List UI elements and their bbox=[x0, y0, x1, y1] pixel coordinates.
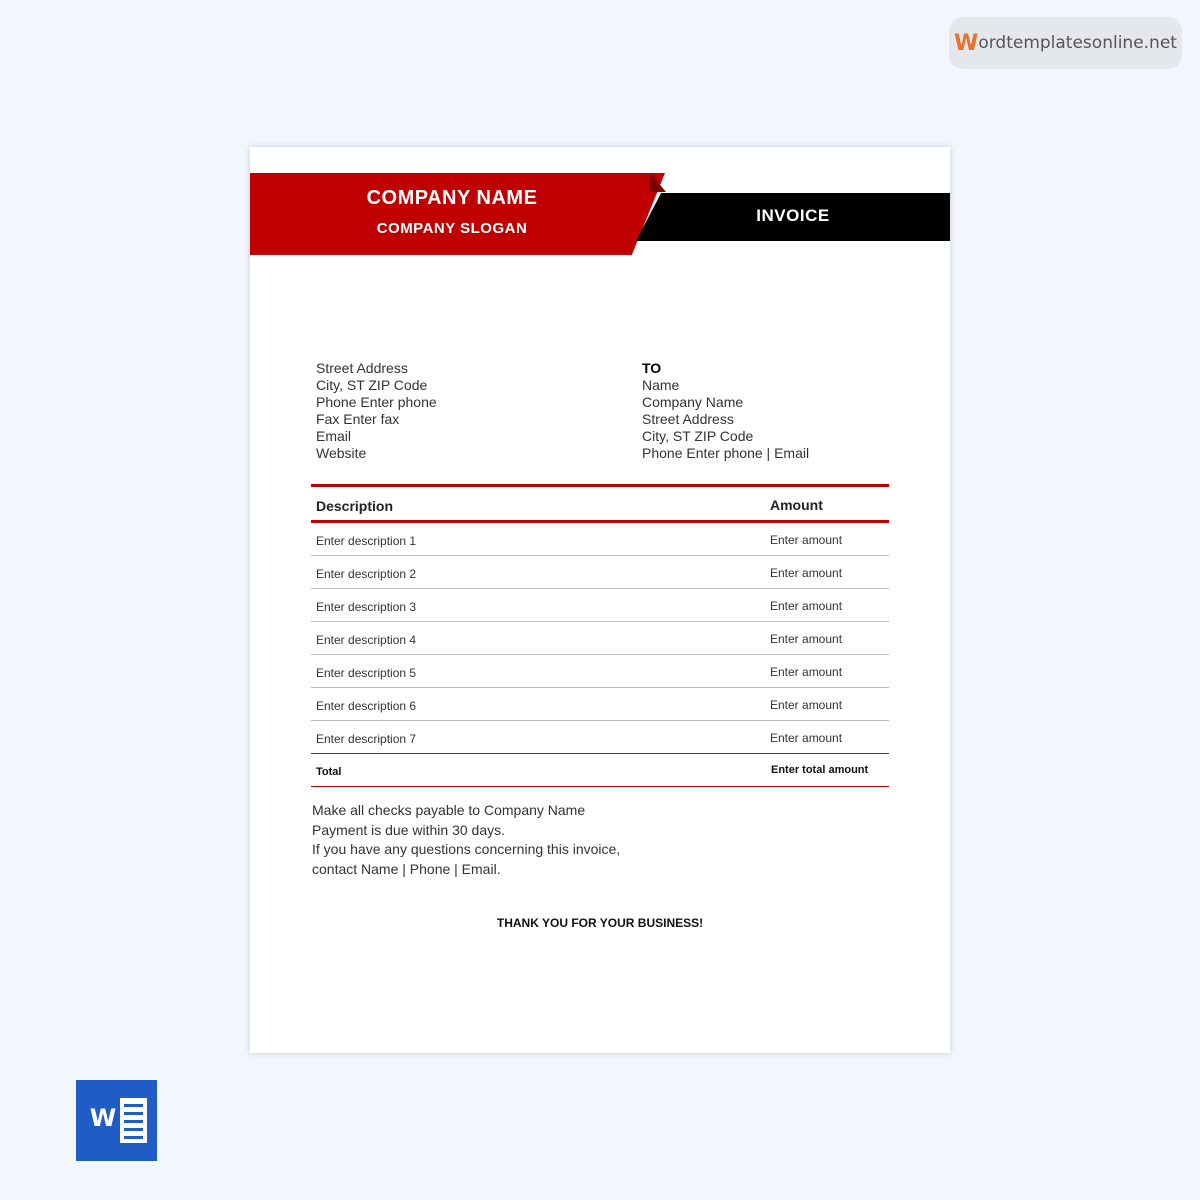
sender-address-block bbox=[316, 360, 437, 462]
table-row bbox=[311, 655, 889, 688]
word-icon-sheet bbox=[120, 1098, 147, 1143]
total-label: Total bbox=[316, 766, 342, 778]
table-row bbox=[311, 622, 889, 655]
row-amount: Enter amount bbox=[770, 533, 843, 547]
recipient-contact: Phone Enter phone | Email bbox=[642, 445, 810, 461]
table-row bbox=[311, 589, 889, 622]
word-icon-letter: W bbox=[89, 1104, 117, 1132]
row-amount: Enter amount bbox=[770, 665, 843, 679]
column-header-description: Description bbox=[316, 498, 394, 514]
row-amount: Enter amount bbox=[770, 731, 843, 745]
table-row bbox=[311, 688, 889, 721]
note-line: contact Name | Phone | Email. bbox=[312, 860, 501, 877]
table-header bbox=[311, 484, 889, 523]
recipient-company: Company Name bbox=[642, 394, 744, 410]
recipient-street: Street Address bbox=[642, 411, 734, 427]
sender-website: Website bbox=[316, 445, 367, 461]
table-row bbox=[311, 556, 889, 589]
recipient-label: TO bbox=[642, 360, 662, 376]
company-header-band bbox=[250, 173, 665, 255]
note-line: Make all checks payable to Company Name bbox=[312, 802, 586, 818]
note-line: If you have any questions concerning this invoice, bbox=[312, 841, 621, 857]
site-watermark bbox=[949, 17, 1182, 69]
sender-fax: Fax Enter fax bbox=[316, 411, 400, 427]
word-document-icon[interactable] bbox=[76, 1080, 157, 1161]
row-amount: Enter amount bbox=[770, 698, 843, 712]
row-description: Enter description 6 bbox=[316, 699, 417, 713]
table-row bbox=[311, 523, 889, 556]
invoice-title: INVOICE bbox=[756, 206, 830, 225]
row-description: Enter description 3 bbox=[316, 600, 417, 614]
recipient-name: Name bbox=[642, 377, 680, 393]
row-description: Enter description 7 bbox=[316, 732, 417, 746]
sender-city: City, ST ZIP Code bbox=[316, 377, 428, 393]
payment-notes bbox=[312, 801, 620, 879]
sender-email: Email bbox=[316, 428, 352, 444]
column-header-amount: Amount bbox=[770, 497, 823, 513]
row-amount: Enter amount bbox=[770, 632, 843, 646]
sender-phone: Phone Enter phone bbox=[316, 394, 437, 410]
thank-you-message: THANK YOU FOR YOUR BUSINESS! bbox=[496, 916, 704, 930]
row-amount: Enter amount bbox=[770, 599, 843, 613]
row-description: Enter description 2 bbox=[316, 567, 417, 581]
row-description: Enter description 5 bbox=[316, 666, 417, 680]
row-amount: Enter amount bbox=[770, 566, 843, 580]
sender-street: Street Address bbox=[316, 360, 408, 376]
watermark-text: ordtemplatesonline.net bbox=[978, 33, 1177, 53]
row-description: Enter description 4 bbox=[316, 633, 417, 647]
total-amount: Enter total amount bbox=[771, 764, 869, 776]
recipient-address-block bbox=[642, 360, 809, 462]
total-row bbox=[311, 754, 889, 787]
row-description: Enter description 1 bbox=[316, 534, 417, 548]
company-name: COMPANY NAME bbox=[366, 187, 538, 209]
invoice-page bbox=[250, 147, 950, 1053]
note-line: Payment is due within 30 days. bbox=[312, 821, 505, 838]
company-slogan: COMPANY SLOGAN bbox=[376, 220, 528, 237]
watermark-logo-letter: W bbox=[954, 30, 979, 56]
recipient-city: City, ST ZIP Code bbox=[642, 428, 754, 444]
table-row bbox=[311, 721, 889, 754]
invoice-items-table bbox=[311, 484, 889, 787]
